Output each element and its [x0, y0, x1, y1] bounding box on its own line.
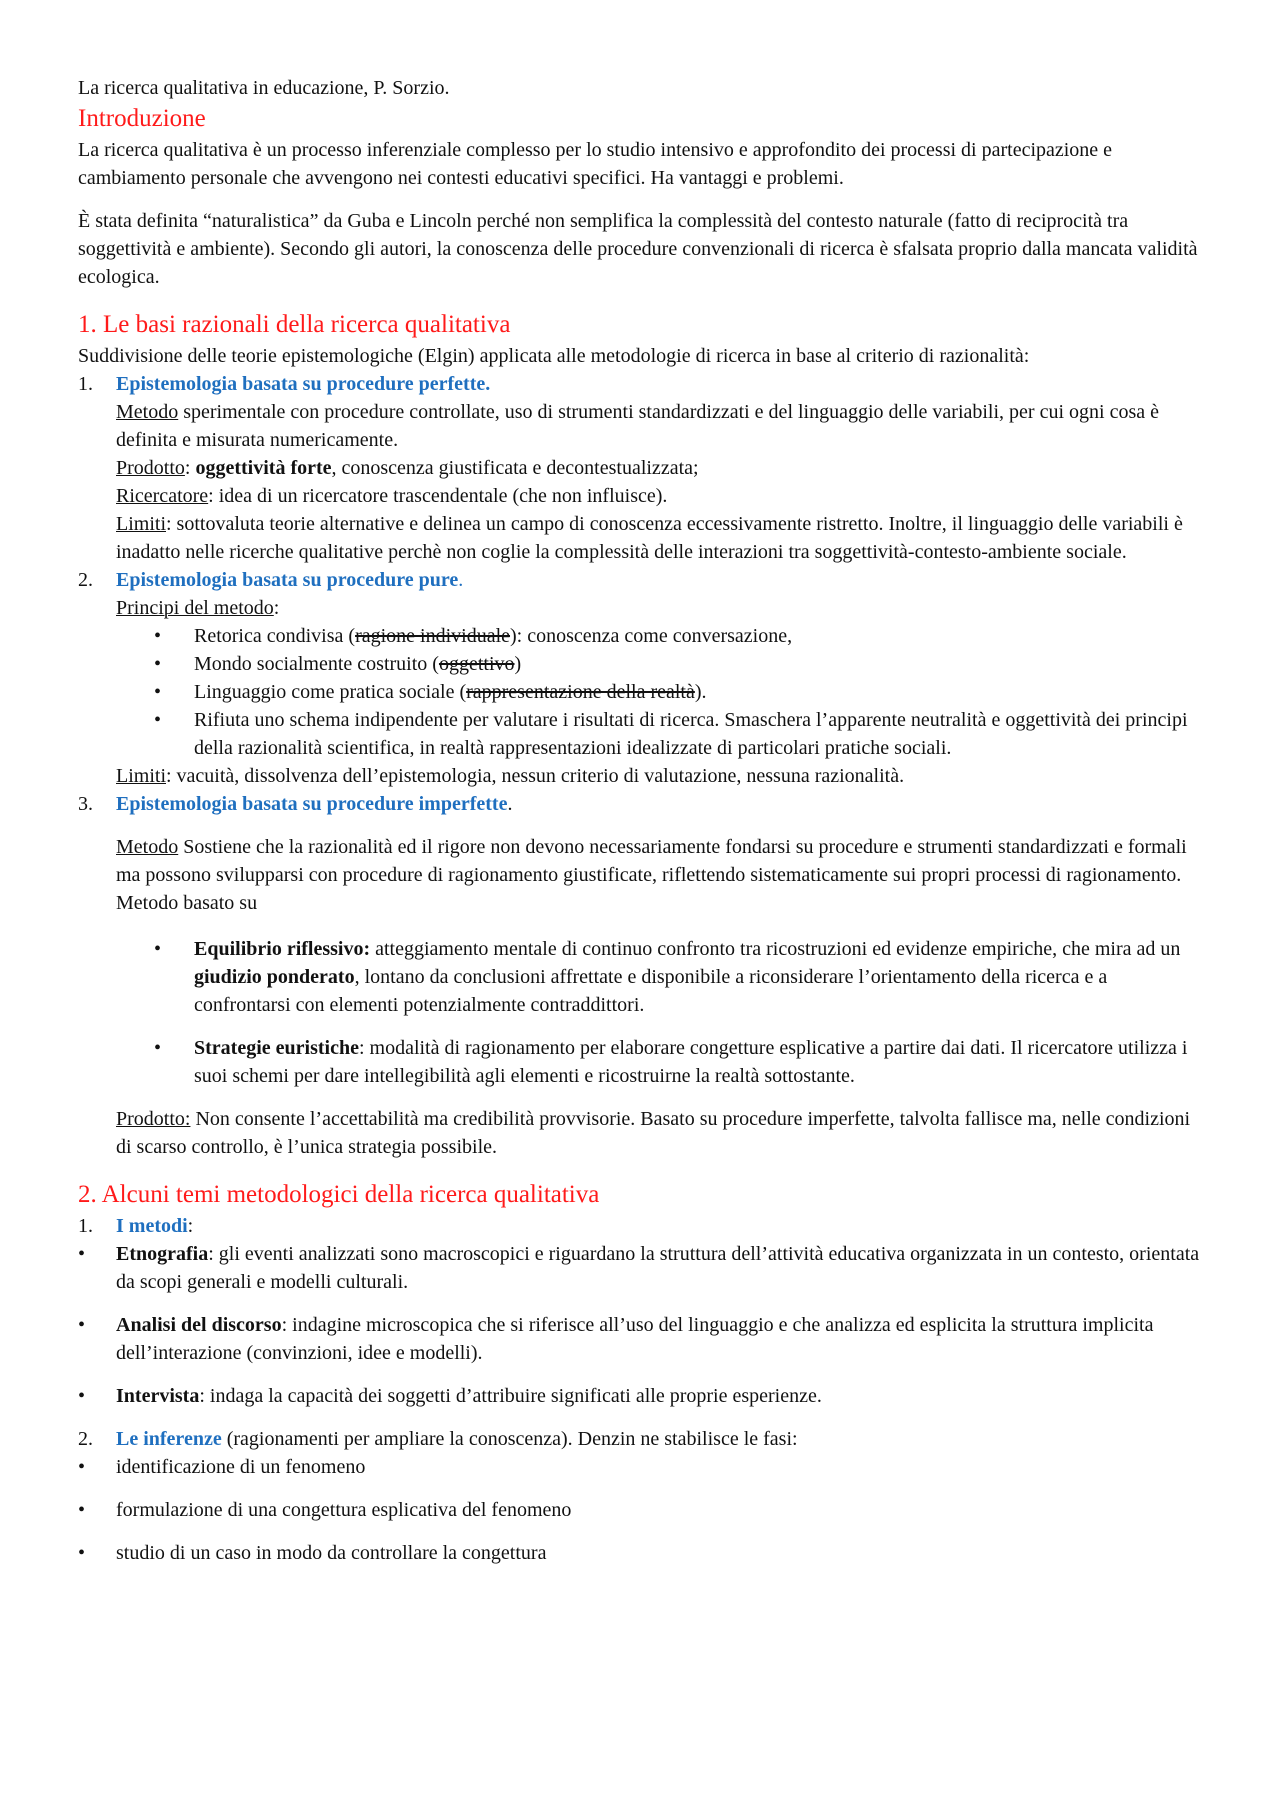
section-2-heading: 2. Alcuni temi metodologici della ricerca qualitativa	[78, 1181, 600, 1208]
list-number: 3.	[78, 793, 93, 815]
item-title-colon: :	[187, 1215, 194, 1237]
prodotto-text: Non consente l’accettabilità ma credibilità provvisorie. Basato su procedure imperfette, talvolta fallisce ma, nelle condizioni di scarso controllo, è l’unica strategia possibile.	[116, 1108, 1191, 1158]
list-item-analisi-discorso	[78, 1311, 1202, 1367]
item-title: Epistemologia basata su procedure perfette.	[116, 373, 491, 395]
document-header: La ricerca qualitativa in educazione, P. Sorzio.	[78, 77, 450, 99]
ricercatore-text: : idea di un ricercatore trascendentale (che non influisce).	[208, 485, 668, 507]
item-title: Le inferenze	[116, 1428, 222, 1450]
limiti-text: : sottovaluta teorie alternative e delinea un campo di conoscenza eccessivamente ristretto. Inoltre, il linguaggio delle variabili è inadatto nelle ricerche qualitative perchè non coglie la complessità delle interazioni tra soggettività-contesto-ambiente sociale.	[116, 513, 1183, 563]
bold-term: Equilibrio riflessivo:	[194, 938, 371, 960]
bullet-text: Retorica condivisa (	[194, 625, 356, 647]
principi-label: Principi del metodo	[116, 597, 274, 619]
prodotto-paragraph	[78, 1105, 1202, 1161]
bullet-text: : indagine microscopica che si riferisce all’uso del linguaggio e che analizza ed esplicita la struttura implicita dell’interazione (convinzioni, idee e modelli).	[116, 1314, 1154, 1364]
section-1-heading: 1. Le basi razionali della ricerca qualitativa	[78, 311, 511, 338]
bold-term: Strategie euristiche	[194, 1037, 359, 1059]
bullet-text: : gli eventi analizzati sono macroscopici e riguardano la struttura dell’attività educativa organizzata in un contesto, orientata da scopi generali e modelli culturali.	[116, 1243, 1200, 1293]
item-title-dot: .	[507, 793, 513, 815]
list-item: • studio di un caso in modo da controllare la congettura	[78, 1539, 1202, 1567]
item-title-dot: .	[458, 569, 464, 591]
principi-line	[78, 594, 1202, 622]
bullet-text: : modalità di ragionamento per elaborare congetture esplicative a partire dai dati. Il ricercatore utilizza i suoi schemi per dare intellegibilità agli elementi e ricostruirne la realtà sottostante.	[194, 1037, 1188, 1087]
list-item: • formulazione di una congettura esplicativa del fenomeno	[78, 1496, 1202, 1524]
metodo-text: Sostiene che la razionalità ed il rigore non devono necessariamente fondarsi su procedure e strumenti standardizzati e formali ma possono svilupparsi con procedure di ragionamento giustificate, riflettendo sistematicamente sui propri processi di ragionamento. Metodo basato su	[116, 836, 1187, 914]
bold-term: Analisi del discorso	[116, 1314, 282, 1336]
bullet-text: ): conoscenza come conversazione,	[510, 625, 793, 647]
bold-term: Etnografia	[116, 1243, 209, 1265]
bullet-text: Linguaggio come pratica sociale (	[194, 681, 467, 703]
prodotto-colon: :	[184, 457, 196, 479]
list-item-inferenze	[78, 1425, 1202, 1453]
prodotto-line	[78, 454, 1202, 482]
bold-term: giudizio ponderato	[194, 966, 355, 988]
bullet-text: Mondo socialmente costruito (	[194, 653, 439, 675]
list-item	[78, 678, 1202, 706]
list-number: 2.	[78, 1428, 93, 1450]
bold-term: Intervista	[116, 1385, 200, 1407]
strikethrough-text: oggettivo	[438, 653, 515, 675]
item-title: Epistemologia basata su procedure pure	[116, 569, 459, 591]
list-number: 2.	[78, 569, 93, 591]
ricercatore-line	[78, 482, 1202, 510]
list-item	[78, 650, 1202, 678]
list-item-procedure-pure	[78, 566, 1202, 594]
principi-colon: :	[273, 597, 280, 619]
item-title: Epistemologia basata su procedure imperfette	[116, 793, 508, 815]
list-number: 1.	[78, 1215, 93, 1237]
metodo-text: sperimentale con procedure controllate, uso di strumenti standardizzati e del linguaggio delle variabili, per cui ogni cosa è definita e misurata numericamente.	[116, 401, 1159, 451]
list-item: • identificazione di un fenomeno	[78, 1453, 1202, 1481]
prodotto-label: Prodotto	[116, 457, 185, 479]
ricercatore-label: Ricercatore	[116, 485, 209, 507]
strikethrough-text: rappresentazione della realtà	[466, 681, 695, 703]
list-item	[78, 622, 1202, 650]
metodo-paragraph	[78, 833, 1202, 917]
list-item-equilibrio	[78, 935, 1202, 1019]
limiti-text: : vacuità, dissolvenza dell’epistemologia, nessun criterio di valutazione, nessuna razionalità.	[166, 765, 905, 787]
prodotto-label: Prodotto:	[116, 1108, 191, 1130]
intro-paragraph-1: La ricerca qualitativa è un processo inferenziale complesso per lo studio intensivo e approfondito dei processi di partecipazione e cambiamento personale che avvengono nei contesti educativi specifici. Ha vantaggi e problemi.	[78, 139, 1113, 189]
limiti-label: Limiti	[116, 513, 166, 535]
bullet-text: atteggiamento mentale di continuo confronto tra ricostruzioni ed evidenze empiriche, che mira ad un	[370, 938, 1181, 960]
limiti-line	[78, 510, 1202, 566]
limiti-line	[78, 762, 1202, 790]
list-item: • Rifiuta uno schema indipendente per valutare i risultati di ricerca. Smaschera l’apparente neutralità e oggettività dei principi della razionalità scientifica, in realtà rappresentazioni idealizzate di particolari pratiche sociali.	[78, 706, 1202, 762]
prodotto-text: , conoscenza giustificata e decontestualizzata;	[331, 457, 699, 479]
list-item-strategie	[78, 1034, 1202, 1090]
list-item-procedure-perfette	[78, 370, 1202, 398]
bullet-text: , lontano da conclusioni affrettate e disponibile a riconsiderare l’orientamento della ricerca e a confrontarsi con elementi potenzialmente contraddittori.	[194, 966, 1108, 1016]
item-text: (ragionamenti per ampliare la conoscenza). Denzin ne stabilisce le fasi:	[221, 1428, 798, 1450]
bullet-text: )	[514, 653, 522, 675]
prodotto-bold: oggettività forte	[195, 457, 332, 479]
section-1-intro: Suddivisione delle teorie epistemologiche (Elgin) applicata alle metodologie di ricerca in base al criterio di razionalità:	[78, 345, 1030, 367]
list-item-procedure-imperfette	[78, 790, 1202, 818]
list-item-etnografia	[78, 1240, 1202, 1296]
list-number: 1.	[78, 373, 93, 395]
item-title: I metodi	[116, 1215, 188, 1237]
metodo-label: Metodo	[116, 401, 179, 423]
intro-heading: Introduzione	[78, 105, 206, 132]
limiti-label: Limiti	[116, 765, 166, 787]
metodo-line	[78, 398, 1202, 454]
bullet-text: ).	[694, 681, 707, 703]
bullet-text: : indaga la capacità dei soggetti d’attribuire significati alle proprie esperienze.	[199, 1385, 822, 1407]
strikethrough-text: ragione individuale	[355, 625, 511, 647]
list-item-metodi	[78, 1212, 1202, 1240]
metodo-label: Metodo	[116, 836, 179, 858]
intro-paragraph-2: È stata definita “naturalistica” da Guba e Lincoln perché non semplifica la complessità del contesto naturale (fatto di reciprocità tra soggettività e ambiente). Secondo gli autori, la conoscenza delle procedure convenzionali di ricerca è sfalsata proprio dalla mancata validità ecologica.	[78, 210, 1198, 288]
list-item-intervista	[78, 1382, 1202, 1410]
